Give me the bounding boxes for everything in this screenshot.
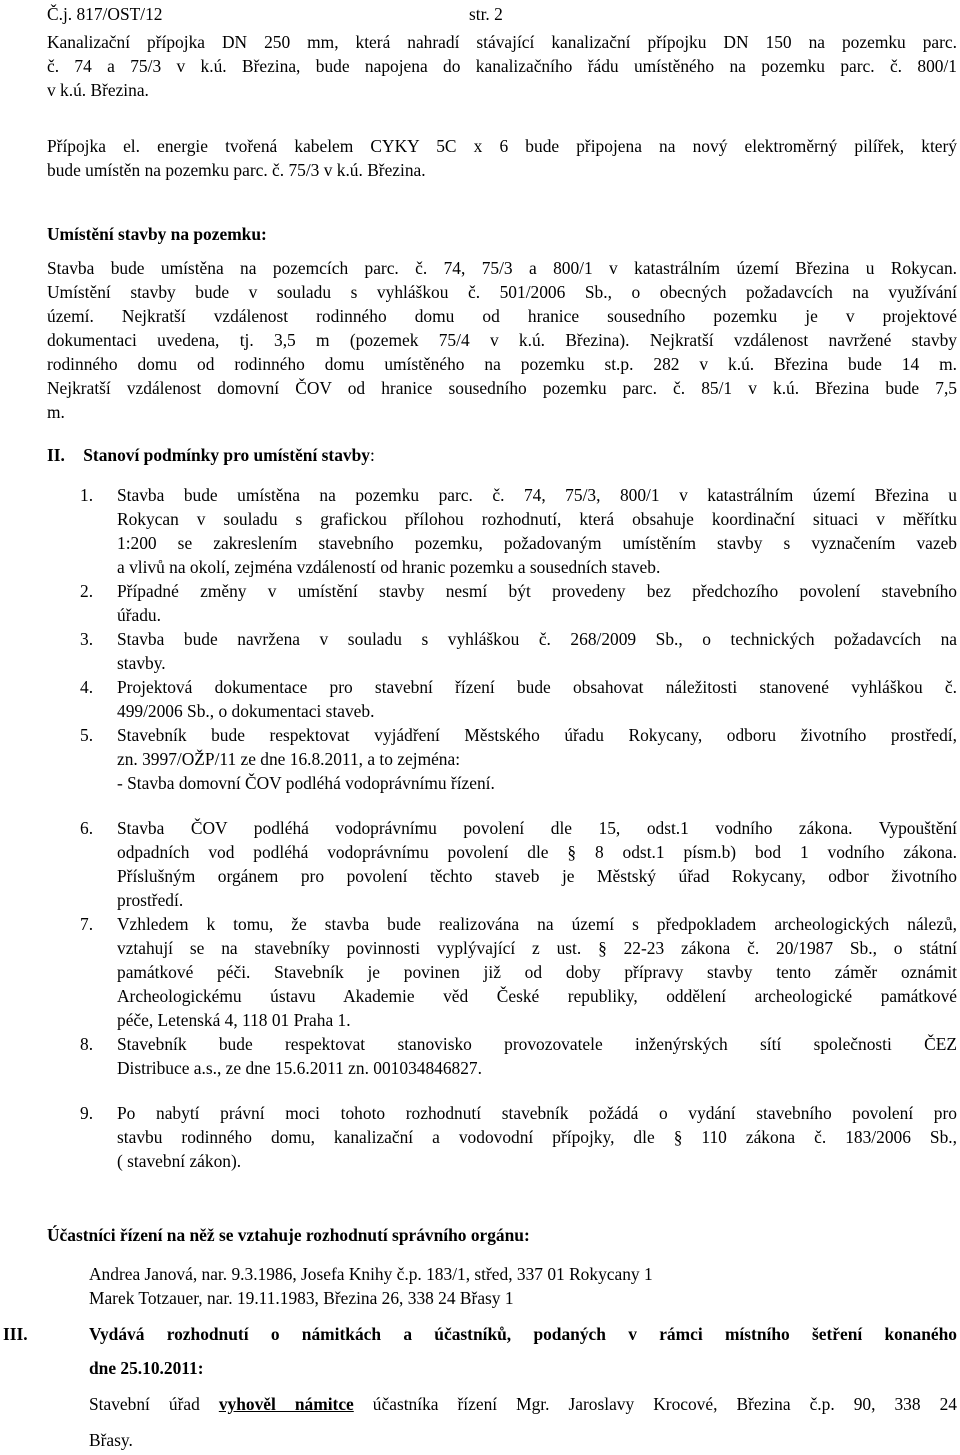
text-line — [89, 1392, 957, 1416]
text-line: Stavba bude umístěna na pozemcích parc. č. 74, 75/3 a 800/1 v katastrálním území Březina u Rokycan. — [47, 258, 957, 278]
conditions-list — [80, 483, 957, 795]
electric-connection-paragraph — [47, 134, 957, 182]
condition-item — [80, 1032, 957, 1080]
text-line: Přípojka el. energie tvořená kabelem CYKY 5C x 6 bude připojena na nový elektroměrný pilířek, který — [47, 136, 957, 156]
text-line: rodinného domu od rodinného domu umístěného na pozemku st.p. 282 v k.ú. Březina bude 14 m. — [47, 354, 957, 374]
text-line: v k.ú. Březina. — [47, 80, 149, 100]
text-line: č. 74 a 75/3 v k.ú. Březina, bude napojena do kanalizačního řádu umístěného na pozemku parc. č. 800/1 — [47, 56, 957, 76]
item-number: 9. — [80, 1103, 94, 1123]
text-line: Archeologickému ústavu Akademie věd České republiky, oddělení archeologické památkové — [117, 986, 957, 1006]
text-line: vztahují se na stavebníky povinnosti vyplývající z ust. § 22-23 zákona č. 20/1987 Sb., o státní — [117, 938, 957, 958]
text-line: stavbu rodinného domu, kanalizační a vodovodní přípojky, dle § 110 zákona č. 183/2006 Sb., — [117, 1127, 957, 1147]
text-line: prostředí. — [117, 890, 184, 910]
objection-decision-end: Břasy. — [89, 1430, 133, 1450]
item-number: 5. — [80, 725, 94, 745]
text-line: Umístění stavby bude v souladu s vyhláškou č. 501/2006 Sb., o obecných požadavcích na využívání — [47, 282, 957, 302]
text-line: Kanalizační přípojka DN 250 mm, která nahradí stávající kanalizační přípojku DN 150 na pozemku parc. — [47, 32, 957, 52]
text-line: Distribuce a.s., ze dne 15.6.2011 zn. 001034846827. — [117, 1058, 482, 1078]
section-colon: : — [369, 445, 375, 465]
text-line: území. Nejkratší vzdálenost rodinného domu od hranice sousedního pozemku je v projektové — [47, 306, 957, 326]
condition-item — [80, 483, 957, 579]
section-iii-numeral: III. — [3, 1324, 28, 1344]
text-line: Rokycan v souladu s grafickou přílohou rozhodnutí, která obsahuje koordinační situaci v měřítku — [117, 509, 957, 529]
text-fragment: účastníka řízení Mgr. Jaroslavy Krocové, Březina č.p. 90, 338 24 — [353, 1394, 957, 1414]
condition-item — [80, 627, 957, 675]
text-line: a vlivů na okolí, zejména vzdáleností od hranic pozemku a sousedních staveb. — [117, 557, 661, 577]
sewer-connection-paragraph — [47, 30, 957, 102]
condition-item — [80, 675, 957, 723]
section-ii-heading — [47, 443, 375, 467]
section-iii-title — [89, 1322, 957, 1346]
text-line: úřadu. — [117, 605, 161, 625]
section-numeral: II. — [47, 445, 65, 465]
condition-item — [80, 579, 957, 627]
page-number: str. 2 — [469, 4, 503, 24]
text-line: Stavba ČOV podléhá vodoprávnímu povolení dle 15, odst.1 vodního zákona. Vypouštění — [117, 818, 957, 838]
item-number: 1. — [80, 485, 94, 505]
participant-entry: Andrea Janová, nar. 9.3.1986, Josefa Knihy č.p. 183/1, střed, 337 01 Rokycany 1 — [89, 1264, 653, 1284]
text-line: bude umístěn na pozemku parc. č. 75/3 v k.ú. Březina. — [47, 160, 426, 180]
text-line: Případné změny v umístění stavby nesmí být provedeny bez předchozího povolení stavebního — [117, 581, 957, 601]
item-number: 8. — [80, 1034, 94, 1054]
text-line: Po nabytí právní moci tohoto rozhodnutí stavebník požádá o vydání stavebního povolení pro — [117, 1103, 957, 1123]
conditions-list-continued — [80, 816, 957, 1080]
section-iii-date: dne 25.10.2011: — [89, 1358, 204, 1378]
item-number: 3. — [80, 629, 94, 649]
item-number: 2. — [80, 581, 94, 601]
text-line: Vydává rozhodnutí o námitkách a účastníků, podaných v rámci místního šetření konaného — [89, 1324, 957, 1344]
text-line: - Stavba domovní ČOV podléhá vodoprávnímu řízení. — [117, 773, 495, 793]
item-number: 7. — [80, 914, 94, 934]
item-number: 4. — [80, 677, 94, 697]
text-line: dokumentaci uvedena, tj. 3,5 m (pozemek 75/4 v k.ú. Březina). Nejkratší vzdálenost navržené stavby — [47, 330, 957, 350]
text-line: Projektová dokumentace pro stavební řízení bude obsahovat náležitosti stanovené vyhláškou č. — [117, 677, 957, 697]
participants-heading: Účastníci řízení na něž se vztahuje rozhodnutí správního orgánu: — [47, 1225, 530, 1245]
text-line: Příslušným orgánem pro povolení těchto staveb je Městský úřad Rokycany, odbor životního — [117, 866, 957, 886]
text-line: stavby. — [117, 653, 166, 673]
objection-decision-paragraph — [89, 1392, 957, 1416]
placement-heading: Umístění stavby na pozemku: — [47, 224, 267, 244]
text-line: Stavebník bude respektovat stanovisko provozovatele inženýrských sítí společnosti ČEZ — [117, 1034, 957, 1054]
conditions-list-final — [80, 1101, 957, 1173]
text-line: m. — [47, 402, 65, 422]
text-line: Nejkratší vzdálenost domovní ČOV od hranice sousedního pozemku parc. č. 85/1 v k.ú. Březina bude 7,5 — [47, 378, 957, 398]
text-line: ( stavební zákon). — [117, 1151, 242, 1171]
participants-list — [89, 1262, 949, 1310]
participant-entry: Marek Totzauer, nar. 19.11.1983, Březina 26, 338 24 Břasy 1 — [89, 1288, 514, 1308]
text-line: 499/2006 Sb., o dokumentaci staveb. — [117, 701, 375, 721]
placement-paragraph — [47, 256, 957, 424]
condition-item — [80, 912, 957, 1032]
reference-number: Č.j. 817/OST/12 — [47, 4, 163, 24]
text-line: Stavba bude umístěna na pozemku parc. č. 74, 75/3, 800/1 v katastrálním území Březina u — [117, 485, 957, 505]
text-line: Vzhledem k tomu, že stavba bude realizována na území s předpokladem archeologických nálezů, — [117, 914, 957, 934]
text-line: Stavebník bude respektovat vyjádření Městského úřadu Rokycany, odboru životního prostředí, — [117, 725, 957, 745]
text-fragment: Stavební úřad — [89, 1394, 219, 1414]
condition-item — [80, 723, 957, 795]
condition-item — [80, 816, 957, 912]
item-number: 6. — [80, 818, 94, 838]
text-line: odpadních vod podléhá vodoprávnímu povolení dle § 8 odst.1 písm.b) bod 1 vodního zákona. — [117, 842, 957, 862]
text-line: zn. 3997/OŽP/11 ze dne 16.8.2011, a to zejména: — [117, 749, 461, 769]
text-line: Stavba bude navržena v souladu s vyhláškou č. 268/2009 Sb., o technických požadavcích na — [117, 629, 957, 649]
text-line: památkové péči. Stavebník je povinen již od doby přípravy stavby tento záměr oznámit — [117, 962, 957, 982]
upheld-objection-emphasis: vyhověl námitce — [218, 1394, 354, 1414]
text-line: 1:200 se zakreslením stavebního pozemku, požadovaným umístěním stavby s vyznačením vazeb — [117, 533, 957, 553]
text-line: péče, Letenská 4, 118 01 Praha 1. — [117, 1010, 351, 1030]
section-title: Stanoví podmínky pro umístění stavby — [83, 445, 370, 465]
condition-item — [80, 1101, 957, 1173]
